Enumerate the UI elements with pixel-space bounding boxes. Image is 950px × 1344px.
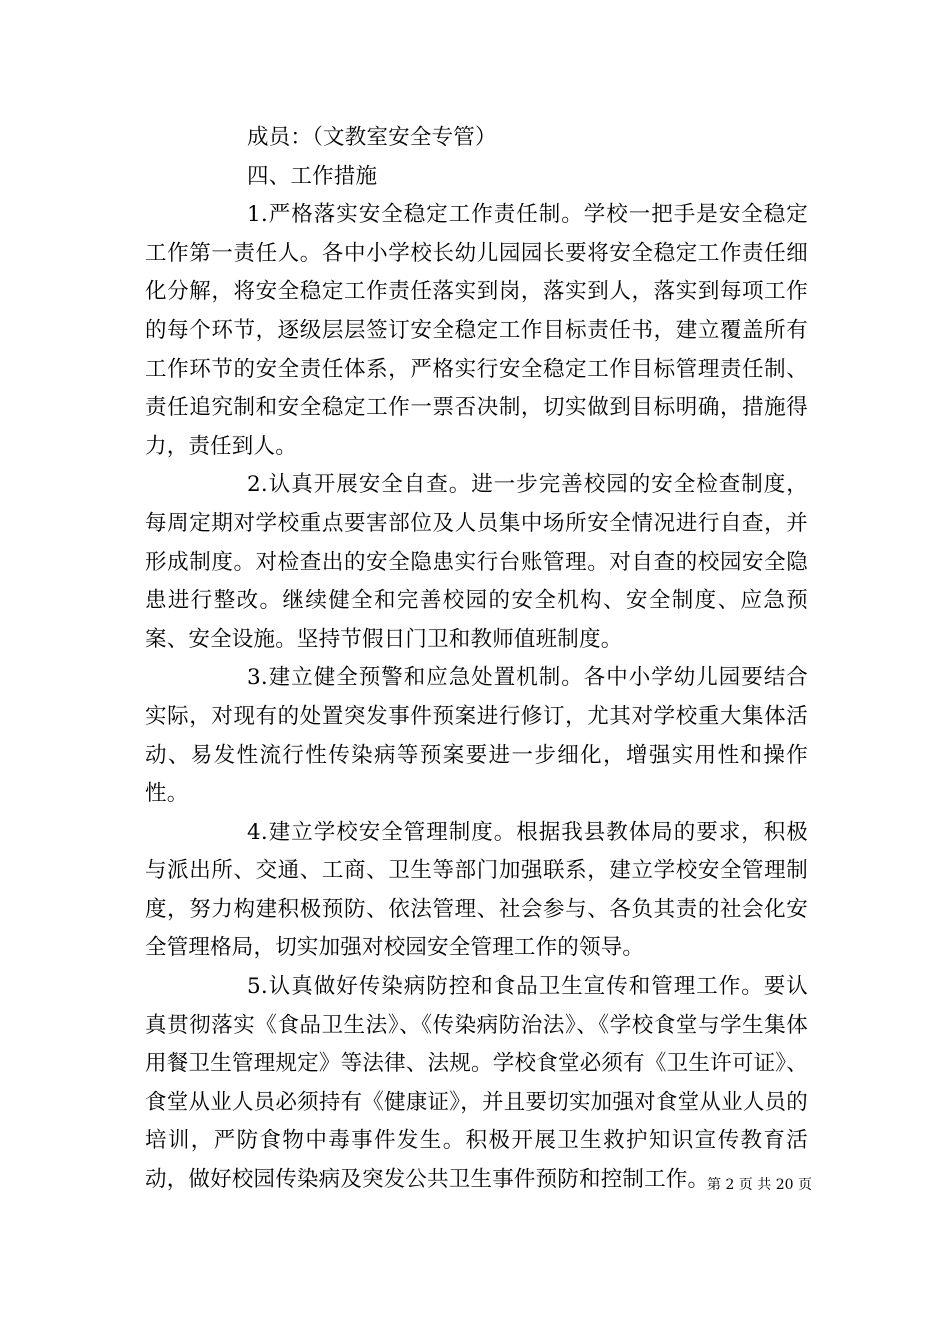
paragraph-1: 1.严格落实安全稳定工作责任制。学校一把手是安全稳定工作第一责任人。各中小学校长幼儿园园长要将安全稳定工作责任细化分解，将安全稳定工作责任落实到岗，落实到人，落实到每项工作的每个环节，逐级层层签订安全稳定工作目标责任书，建立覆盖所有工作环节的安全责任体系，严格实行安全稳定工作目标管理责任制、责任追究制和安全稳定工作一票否决制，切实做到目标明确，措施得力，责任到人。: [145, 202, 808, 459]
paragraph-3: 3.建立健全预警和应急处置机制。各中小学幼儿园要结合实际，对现有的处置突发事件预案进行修订，尤其对学校重大集体活动、易发性流行性传染病等预案要进一步细化，增强实用性和操作性。: [145, 665, 808, 807]
paragraph-5: 5.认真做好传染病防控和食品卫生宣传和管理工作。要认真贯彻落实《食品卫生法》、《传染病防治法》、《学校食堂与学生集体用餐卫生管理规定》等法律、法规。学校食堂必须有《卫生许可证》、食堂从业人员必须持有《健康证》，并且要切实加强对食堂从业人员的培训，严防食物中毒事件发生。积极开展卫生救护知识宣传教育活动，做好校园传染病及突发公共卫生事件预防和控制工作。: [145, 974, 808, 1193]
paragraph-4: 4.建立学校安全管理制度。根据我县教体局的要求，积极与派出所、交通、工商、卫生等部门加强联系，建立学校安全管理制度，努力构建积极预防、依法管理、社会参与、各负其责的社会化安全管理格局，切实加强对校园安全管理工作的领导。: [145, 819, 808, 961]
members-line: 成员：（文教室安全专管）: [247, 125, 497, 150]
document-body: [145, 119, 808, 1200]
paragraph-2: 2.认真开展安全自查。进一步完善校园的安全检查制度，每周定期对学校重点要害部位及人员集中场所安全情况进行自查，并形成制度。对检查出的安全隐患实行台账管理。对自查的校园安全隐患进行整改。继续健全和完善校园的安全机构、安全制度、应急预案、安全设施。坚持节假日门卫和教师值班制度。: [145, 472, 808, 652]
section-heading: 四、工作措施: [247, 163, 378, 189]
page-number-footer: 第 2 页 共 20 页: [707, 1177, 812, 1193]
